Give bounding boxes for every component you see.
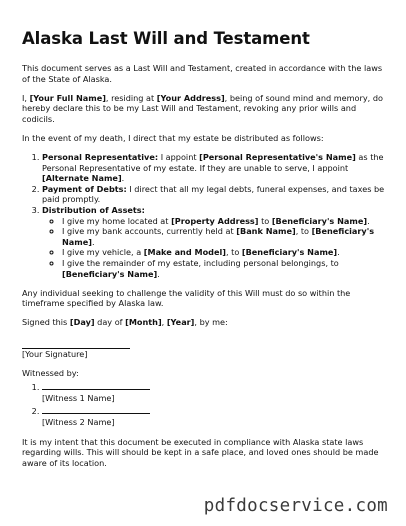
list-item-debts: 2. Payment of Debts: I direct that all my legal debts, funeral expenses, and taxes be paid promptly. <box>42 184 388 205</box>
signed-line: Signed this [Day] day of [Month], [Year], by me: <box>22 317 228 328</box>
distribution-intro: In the event of my death, I direct that my estate be distributed as follows: <box>22 132 324 143</box>
asset-vehicle: ◦ I give my vehicle, a [Make and Model], to [Beneficiary's Name]. <box>62 247 388 258</box>
witness-2-name: 2. [Witness 2 Name] <box>42 416 115 427</box>
document-page <box>22 30 388 477</box>
witness-2-signature-line[interactable] <box>42 405 150 414</box>
witness-list <box>22 381 388 427</box>
full-name-placeholder: [Your Full Name] <box>29 92 106 103</box>
list-item-representative: 1. Personal Representative: I appoint [Personal Representative's Name] as the Personal Representative of my estate. If they are unable to serve, I appoint [Alternate Name]. <box>42 152 388 184</box>
watermark-text: pdfdocservice.com <box>203 496 388 516</box>
distribution-list <box>22 152 388 279</box>
declaration-paragraph: I, [Your Full Name], residing at [Your Address], being of sound mind and memory, do hereby declare this to be my Last Will and Testament, revoking any prior wills and codicils. <box>22 92 383 124</box>
witness-item-2 <box>42 405 388 427</box>
signature-label: [Your Signature] <box>22 348 88 359</box>
challenge-paragraph: Any individual seeking to challenge the validity of this Will must do so within the timeframe specified by Alaska law. <box>22 287 351 309</box>
asset-remainder: ◦ I give the remainder of my estate, including personal belongings, to [Beneficiary's Name]. <box>62 258 388 279</box>
witness-1-name: 1. [Witness 1 Name] <box>42 392 115 403</box>
asset-home: ◦ I give my home located at [Property Address] to [Beneficiary's Name]. <box>62 216 388 227</box>
witness-1-signature-line[interactable] <box>42 381 150 390</box>
document-title: Alaska Last Will and Testament <box>22 29 310 48</box>
witnessed-by-label: Witnessed by: <box>22 367 79 378</box>
intro-paragraph: This document serves as a Last Will and Testament, created in accordance with the laws of the State of Alaska. <box>22 62 383 84</box>
list-item-assets: 3. Distribution of Assets: ◦ I give my home located at [Property Address] to [Beneficiary's Name]. ◦ I give my bank accounts, currently held at [Bank Name], to [Beneficiary's Name]. ◦ I give my vehicle, a [Make and Model], to [Beneficiary's Name]. ◦ I give the remainder of my estate, including personal belongings, to [Beneficiary's Name]. <box>42 205 388 279</box>
alternate-placeholder: [Alternate Name] <box>42 173 122 184</box>
assets-sublist <box>42 216 388 280</box>
witness-item-1 <box>42 381 388 403</box>
representative-placeholder: [Personal Representative's Name] <box>199 152 356 163</box>
asset-bank: ◦ I give my bank accounts, currently held at [Bank Name], to [Beneficiary's Name]. <box>62 226 388 247</box>
closing-paragraph: It is my intent that this document be executed in compliance with Alaska state laws regarding wills. This will should be kept in a safe place, and loved ones should be made aware of its location. <box>22 436 379 468</box>
address-placeholder: [Your Address] <box>156 92 225 103</box>
